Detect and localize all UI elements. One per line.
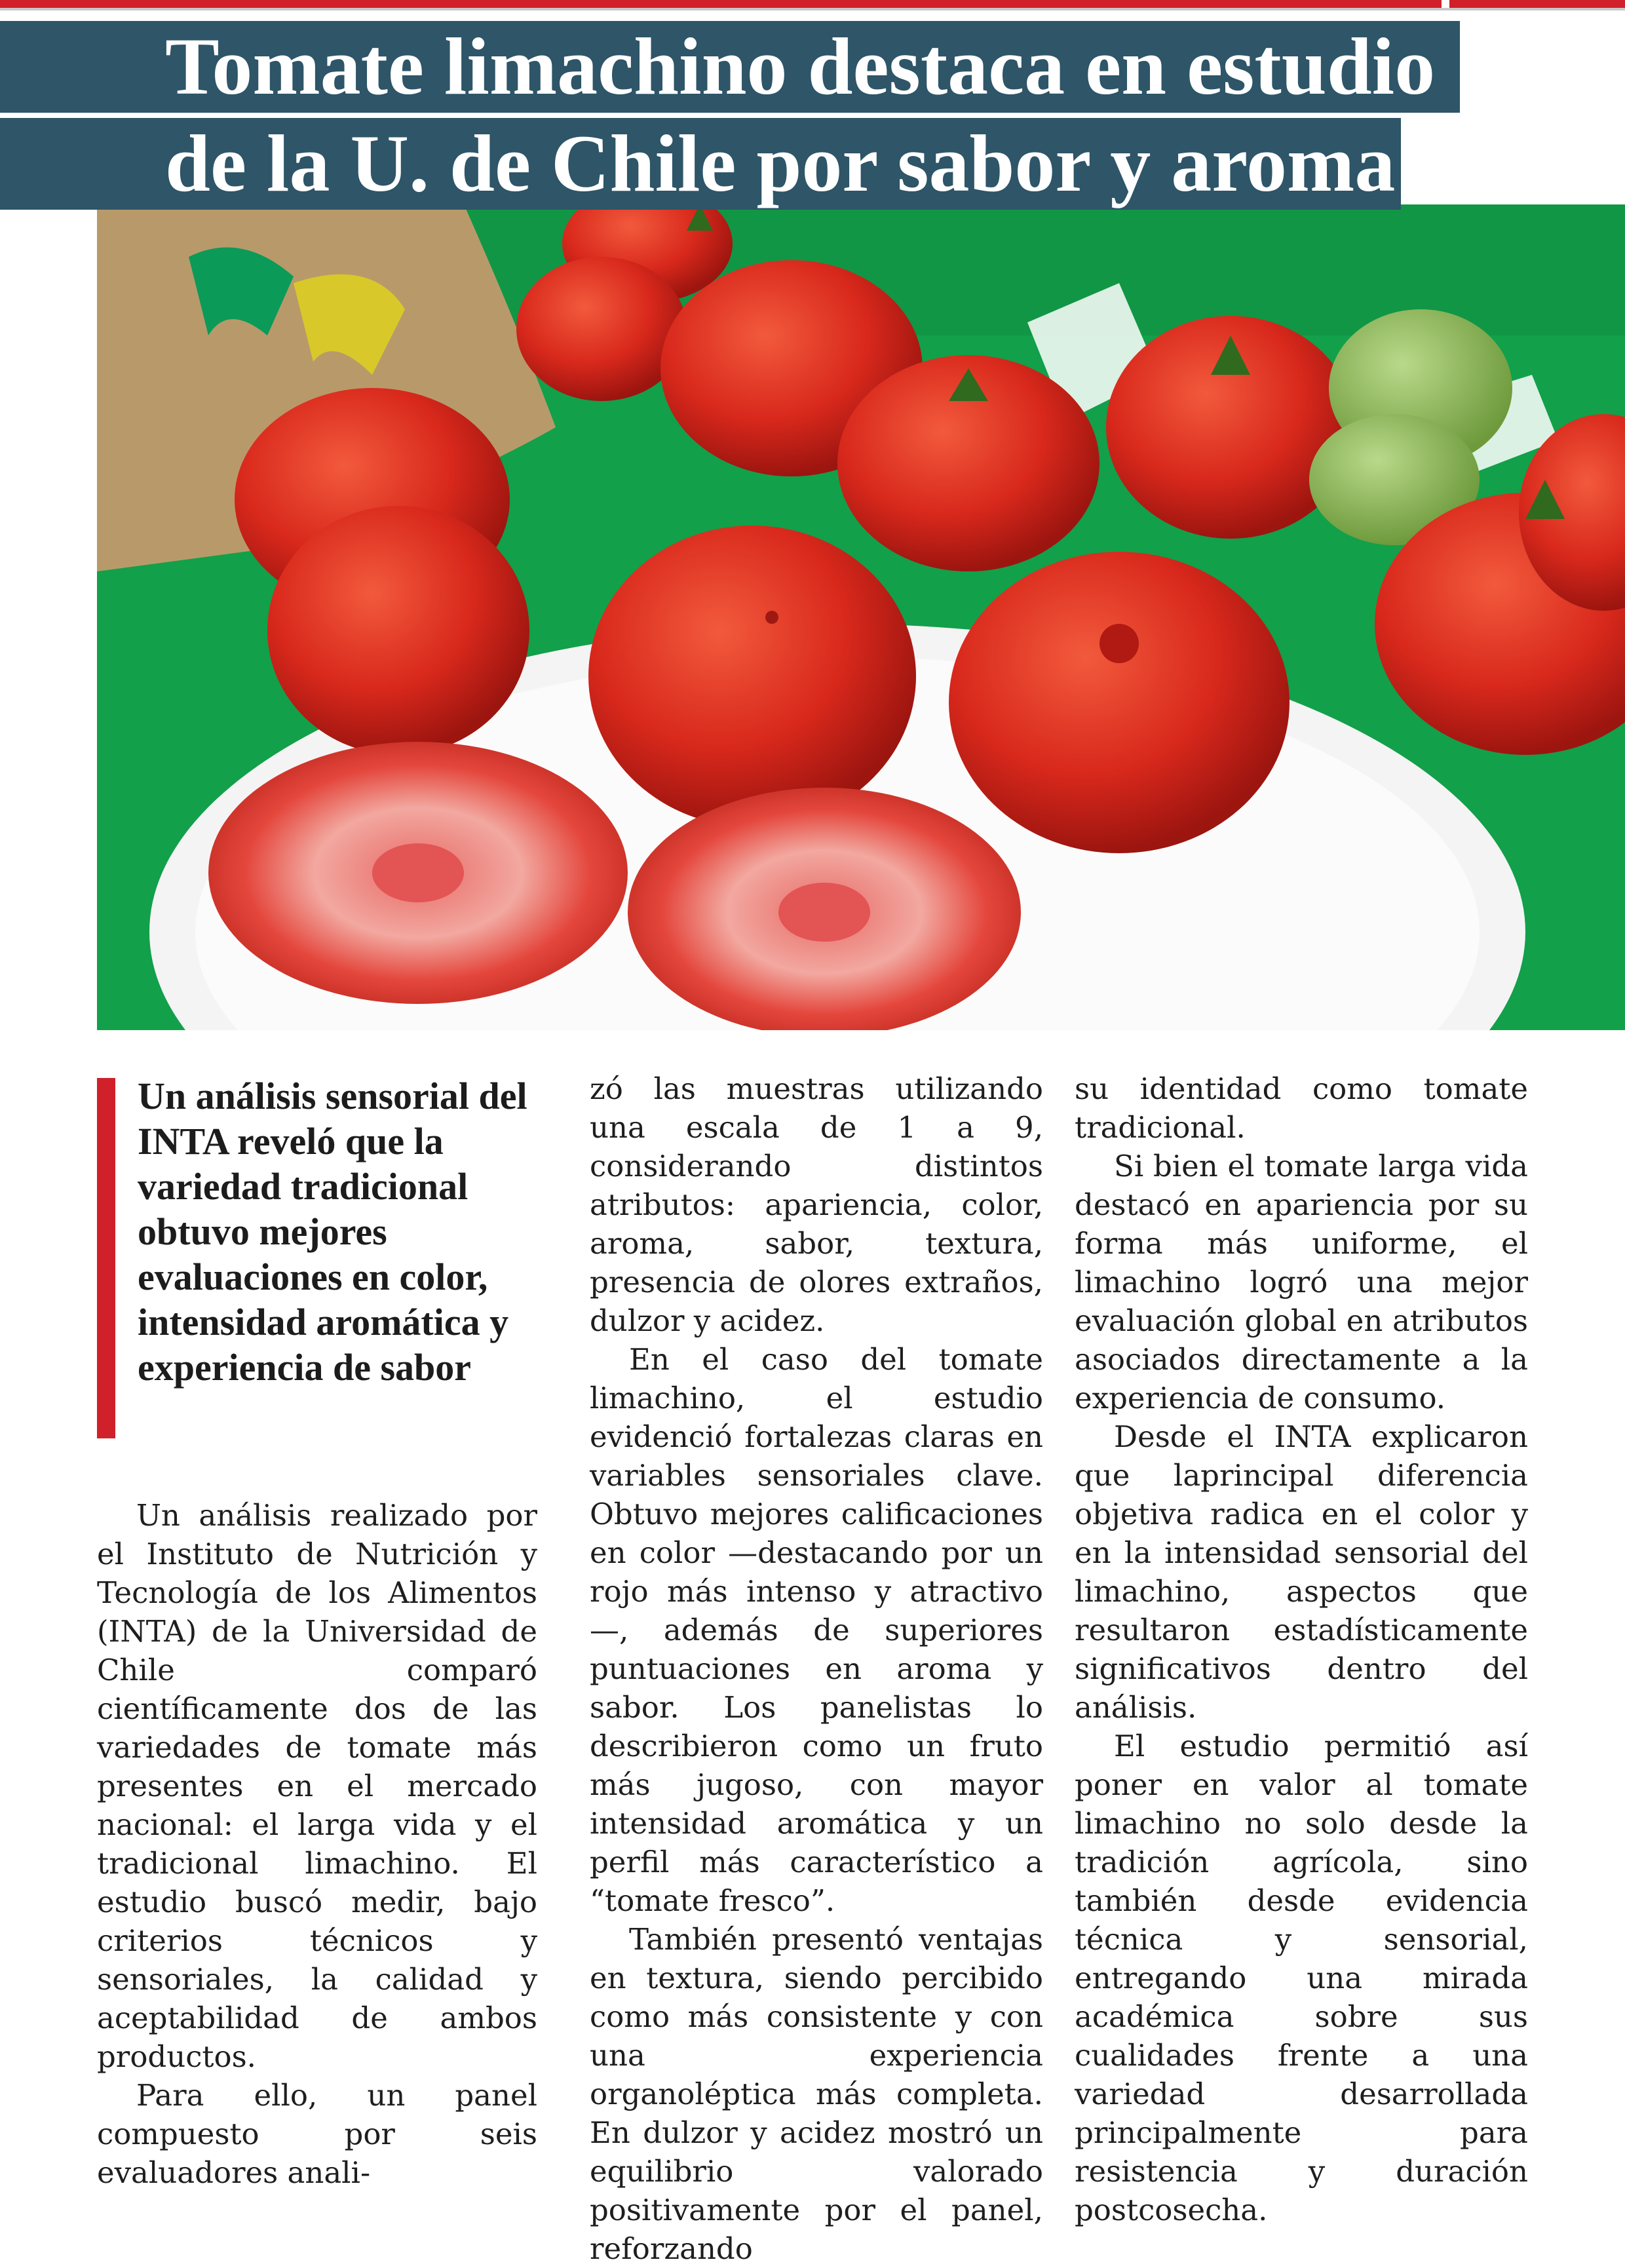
body-paragraph-continued: su identidad como tomate tradicional.	[1075, 1071, 1528, 1145]
lead-accent-bar	[97, 1078, 115, 1438]
headline-line-1: Tomate limachino destaca en estudio	[0, 21, 1460, 113]
body-paragraph: Desde el INTA explicaron que laprincipal diferencia objetiva radica en el color y en la intensidad sensorial del limachino, aspectos que resultaron estadísticamente significativos dentro del análisis.	[1075, 1419, 1528, 1725]
body-paragraph-continued: zó las muestras utilizando una escala de 1 a 9, considerando distintos atributos: apariencia, color, aroma, sabor, textura, presencia de olores extraños, dulzor y acidez.	[590, 1071, 1043, 1338]
article-column-3	[1075, 1069, 1528, 2229]
article-lead: Un análisis sensorial del INTA reveló que la variedad tradicional obtuvo mejores evaluaciones en color, intensidad aromática y experiencia de sabor	[138, 1075, 527, 1389]
top-rule-grey	[0, 8, 1625, 10]
body-paragraph: En el caso del tomate limachino, el estudio evidenció fortalezas claras en variables sensoriales clave. Obtuvo mejores calificaciones en color —destacando por un rojo más intenso y atractivo—, además de superiores puntuaciones en aroma y sabor. Los panelistas lo describieron como un fruto más jugoso, con mayor intensidad aromática y un perfil más característico a “tomate fresco”.	[590, 1342, 1043, 1918]
body-paragraph: Para ello, un panel compuesto por seis evaluadores anali-	[97, 2078, 537, 2190]
top-rule-red	[0, 0, 1442, 8]
article-column-1	[97, 1496, 537, 2192]
body-paragraph: El estudio permitió así poner en valor al tomate limachino no solo desde la tradición agrícola, sino también desde evidencia técnica y sensorial, entregando una mirada académica sobre sus cualidades frente a una variedad desarrollada principalmente para resistencia y duración postcosecha.	[1075, 1729, 1528, 2227]
body-paragraph: También presentó ventajas en textura, siendo percibido como más consistente y con una experiencia organoléptica más completa. En dulzor y acidez mostró un equilibrio valorado positivamente por el panel, reforzando	[590, 1922, 1043, 2266]
body-paragraph: Si bien el tomate larga vida destacó en apariencia por su forma más uniforme, el limachino logró una mejor evaluación global en atributos asociados directamente a la experiencia de consumo.	[1075, 1149, 1528, 1415]
article-column-2	[590, 1069, 1043, 2268]
headline-line-2: de la U. de Chile por sabor y aroma	[0, 118, 1401, 210]
body-paragraph: Un análisis realizado por el Instituto de Nutrición y Tecnología de los Alimentos (INTA) de la Universidad de Chile comparó científicamente dos de las variedades de tomate más presentes en el mercado nacional: el larga vida y el tradicional limachino. El estudio buscó medir, bajo criterios técnicos y sensoriales, la calidad y aceptabilidad de ambos productos.	[97, 1498, 537, 2074]
top-rule-red-right	[1449, 0, 1625, 8]
article-photo	[97, 204, 1625, 1030]
